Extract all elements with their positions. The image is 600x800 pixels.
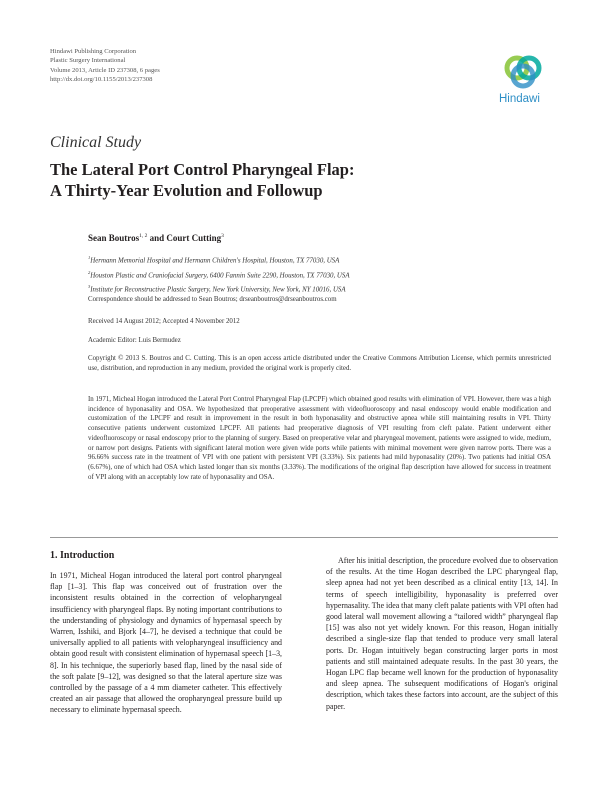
doi-link[interactable]: http://dx.doi.org/10.1155/2013/237308 [50,75,153,83]
academic-editor: Academic Editor: Luis Bermudez [88,337,181,344]
abstract: In 1971, Micheal Hogan introduced the Lateral Port Control Pharyngeal Flap (LPCPF) which obtained good results with elimination of VPI. However, there was a high incidence of hyponasality and OSA. We hypothesized that preoperative assessment with videofluoroscopy and nasal endoscopy would enable modification and customization of the LPCPF and result in improvement in the result in both hyponasality and obstructive apnea while still maintaining results in VPI. Thirty consecutive patients underwent customized LPCPF. All patients had preoperative diagnosis of VPI resulting from cleft palate. Patient underwent either videofluoroscopy or nasal endoscopy prior to the planning of surgery. Based on preoperative velar and pharyngeal movement, patients were assigned to wide, medium, or narrow port designs. Patients with significant lateral motion were given wide ports while patients with minimal movement were given narrow ports. There was a 96.66% success rate in the treatment of VPI with one patient with persistent VPI (3.33%). Six patients had mild hyponasality (20%). Two patients had initial OSA (6.67%), one of which had OSA which lasted longer than six months (3.33%). The modifications of the original flap description have allowed for success in treatment of VPI along with an acceptably low rate of hyponasality and OSA. [88,396,551,481]
affiliation-num: 2 [88,269,91,275]
received-dates: Received 14 August 2012; Accepted 4 November 2012 [88,318,240,325]
author-2: Court Cutting [166,233,222,243]
journal-name: Plastic Surgery International [50,57,126,65]
author-1: Sean Boutros [88,233,140,243]
body-column-left: In 1971, Micheal Hogan introduced the lateral port control pharyngeal flap [1–3]. This flap was conceived out of frustration over the inconsistent results obtained in the correction of velopharyngeal insufficiency with pharyngeal flaps. By noting important contributions to the understanding of physiology and dynamics of hypernasal speech by Warren, Isshiki, and Bjork [4–7], he devised a technique that could be universally applied to all patients with velopharyngeal insufficiency and obtain good result with consistent elimination of hypernasal speech [1–3, 8]. In his technique, the superiorly based flap, lined by the nasal side of the soft palate [9–12], was designed so that the lateral aperture size was controlled by the passage of a 4 mm diameter catheter. This effectively created an air passage that allowed the oropharyngeal pressure build up necessary to eliminate hypernasal speech. [50,571,282,715]
copyright-notice: Copyright © 2013 S. Boutros and C. Cutting. This is an open access article distributed under the Creative Commons Attribution License, which permits unrestricted use, distribution, and reproduction in any medium, provided the original work is properly cited. [88,355,551,372]
section-divider [50,537,558,538]
publisher: Hindawi Publishing Corporation [50,48,137,55]
affiliation-text: Houston Plastic and Craniofacial Surgery, 6400 Fannin Suite 2290, Houston, TX 77030, USA [90,271,350,279]
affiliation-num: 1 [88,255,91,260]
correspondence: Correspondence should be addressed to Sean Boutros; drseanboutros@drseanboutros.com [88,296,337,303]
authors [88,233,224,243]
body-column-right [326,555,558,712]
affiliation-3 [88,281,350,296]
author-1-affil: 1, 2 [139,233,148,239]
body-column-right-text: After his initial description, the procedure evolved due to observation of the results. At the time Hogan described the LPC pharyngeal flap, sleep apnea had not yet been described as a clinical entity [13, 14]. In terms of speech intelligibility, hyponasality is preferred over hypernasality. The idea that many cleft palate patients with VPI often had good lateral wall movement allowing a “tailored width” pharyngeal flap [15] was also not yet widely known. For this reason, Hogan initially described a single-size flap that tended to produce very small lateral ports. Dr. Hogan intuitively began constructing larger ports in most patients and still maintained adequate results. In the past 30 years, the Hogan LPC flap became well known for the production of hyponasality and sleep apnea. The subsequent modifications of Hogan's original description, which takes these factors into account, are the subject of this paper. [326,556,558,711]
affiliation-1 [88,252,350,267]
affiliation-text: Hermann Memorial Hospital and Hermann Children's Hospital, Houston, TX 77030, USA [90,257,340,265]
affiliation-text: Institute for Reconstructive Plastic Surgery, New York University, New York, NY 10016, USA [90,286,346,294]
affiliation-2 [88,267,350,282]
article-type: Clinical Study [50,134,142,151]
affiliation-num: 3 [88,284,91,290]
article-title [50,159,354,201]
title-line-2: A Thirty-Year Evolution and Followup [50,181,323,200]
affiliations [88,252,350,296]
section-title-introduction: 1. Introduction [50,550,115,561]
title-line-1: The Lateral Port Control Pharyngeal Flap: [50,160,355,179]
logo-text: Hindawi [499,93,540,105]
authors-and: and [147,233,167,243]
volume-info: Volume 2013, Article ID 237308, 6 pages [50,66,160,74]
author-2-affil: 3 [221,233,224,239]
journal-info [50,47,160,84]
